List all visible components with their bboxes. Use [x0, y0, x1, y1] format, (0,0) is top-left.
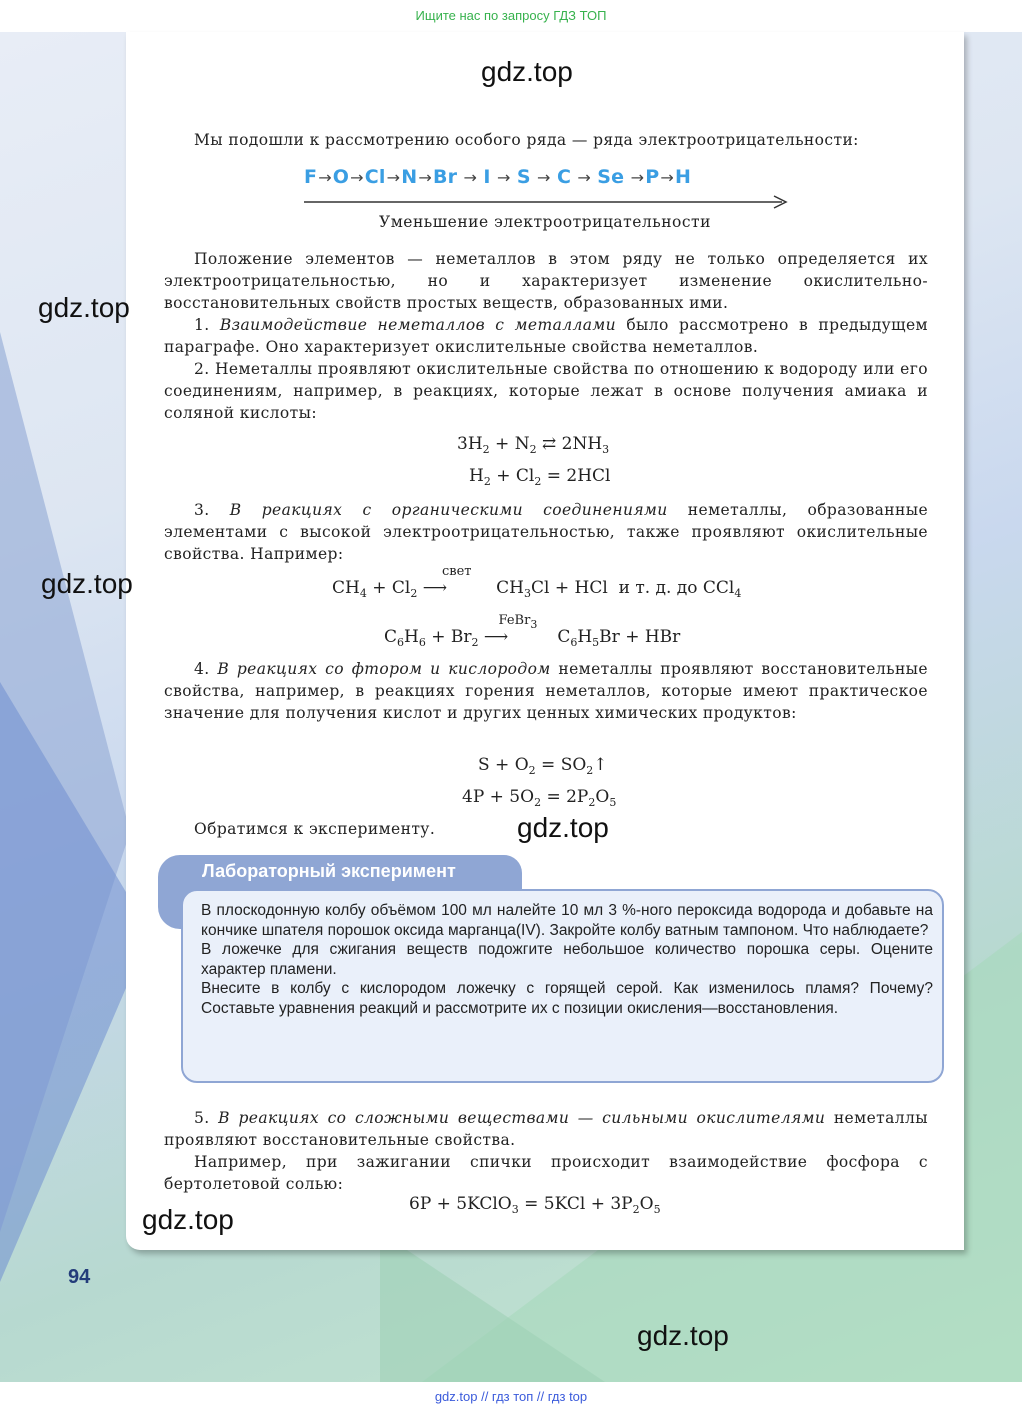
electronegativity-series: F→O→Cl→N→Br → I → S → C → Se →P→H	[304, 166, 692, 188]
light-label: свет	[442, 564, 472, 579]
paragraph: Например, при зажигании спички происходит взаимодействие фосфора с бертолетовой солью:	[164, 1153, 928, 1193]
paragraph-item-5: 5. В реакциях со сложными веществами — сильными окислителями неметаллы проявляют восстановительные свойства.	[164, 1109, 929, 1149]
equation-methane-chlorination: $CH_4 + Cl_2$ свет ⟶ $CH_3Cl$ + HCl и т. д. до CCl$_4$	[332, 564, 742, 600]
bottom-banner: gdz.top // гдз топ // гдз top	[0, 1382, 1022, 1415]
equation-phosphorus-burning: $4P + 5O_2 = 2P_2O_5$	[462, 787, 617, 809]
element: O	[332, 166, 350, 188]
lab-title: Лабораторный эксперимент	[202, 861, 456, 881]
element: Br	[432, 166, 458, 188]
element: C	[556, 166, 572, 188]
equation-matches: 6P + 5KClO$_3$ = $5KCl + 3P_2O_5$	[409, 1194, 661, 1216]
top-banner: Ищите нас по запросу ГДЗ ТОП	[0, 0, 1022, 32]
intro-text: Мы подошли к рассмотрению особого ряда — ряда электроотрицательности:	[194, 131, 859, 149]
equation-ammonia: $3H_2 + N_2$ ⇄ $2NH_3$	[457, 434, 610, 456]
paragraph: Положение элементов — неметаллов в этом ряду не только определяется их электроотрицательностью, но и характеризует изменение окислительно-восстановительных свойств простых веществ, образованных ими.	[164, 250, 928, 312]
watermark: gdz.top	[517, 812, 609, 843]
watermark: gdz.top	[41, 568, 133, 599]
watermark: gdz.top	[142, 1204, 234, 1235]
series-caption: Уменьшение электроотрицательности	[379, 213, 711, 231]
equation-benzene-bromination: $C_6H_6 + Br_2$ FeBr$_3$ ⟶ $C_6H_5Br$ + HBr	[384, 613, 681, 649]
equation-sulfur-burning: $S + O_2$ = $SO_2↑$	[478, 755, 608, 777]
experiment-intro: Обратимся к эксперименту.	[194, 820, 436, 838]
lab-step: В ложечке для сжигания веществ подожгите небольшое количество порошка серы. Оцените характер пламени.	[201, 941, 933, 978]
element: P	[645, 166, 660, 188]
element: S	[516, 166, 531, 188]
element: Cl	[364, 166, 386, 188]
element: N	[401, 166, 418, 188]
lab-step: Внесите в колбу с кислородом ложечку с горящей серой. Как изменилось пламя? Почему? Составьте уравнения реакций и рассмотрите их с позиции окисления—восстановления.	[201, 980, 933, 1017]
decrease-arrow-icon	[304, 194, 788, 210]
element: H	[674, 166, 692, 188]
equation-hcl: $H_2 + Cl_2 = 2HCl$	[469, 466, 611, 488]
watermark: gdz.top	[38, 292, 130, 323]
watermark: gdz.top	[637, 1320, 729, 1351]
lab-experiment-box	[181, 889, 944, 1083]
element: F	[304, 166, 318, 188]
watermark: gdz.top	[481, 56, 573, 87]
paragraph-item-3: 3. В реакциях с органическими соединениями неметаллы, образованные элементами с высокой электроотрицательностью, также проявляют окислительные свойства. Например:	[164, 501, 929, 563]
page-number: 94	[68, 1266, 91, 1288]
lab-step: В плоскодонную колбу объёмом 100 мл налейте 10 мл 3 %-ного пероксида водорода и добавьте на кончике шпателя порошок оксида марганца(IV). Закройте колбу ватным тампоном. Что наблюдаете?	[201, 902, 933, 939]
paragraph-item-1: 1. Взаимодействие неметаллов с металлами было рассмотрено в предыдущем параграфе. Оно характеризует окислительные свойства неметаллов.	[164, 316, 929, 356]
paragraph-item-4: 4. В реакциях со фтором и кислородом неметаллы проявляют восстановительные свойства, например, в реакциях горения неметаллов, которые имеют практическое значение для получения кислот и других ценных химических продуктов:	[164, 660, 928, 722]
element: I	[483, 166, 491, 188]
element: Se	[597, 166, 625, 188]
paragraph-item-2: 2. Неметаллы проявляют окислительные свойства по отношению к водороду или его соединениям, например, в реакциях, которые лежат в основе получения амиака и соляной кислоты:	[164, 360, 928, 422]
